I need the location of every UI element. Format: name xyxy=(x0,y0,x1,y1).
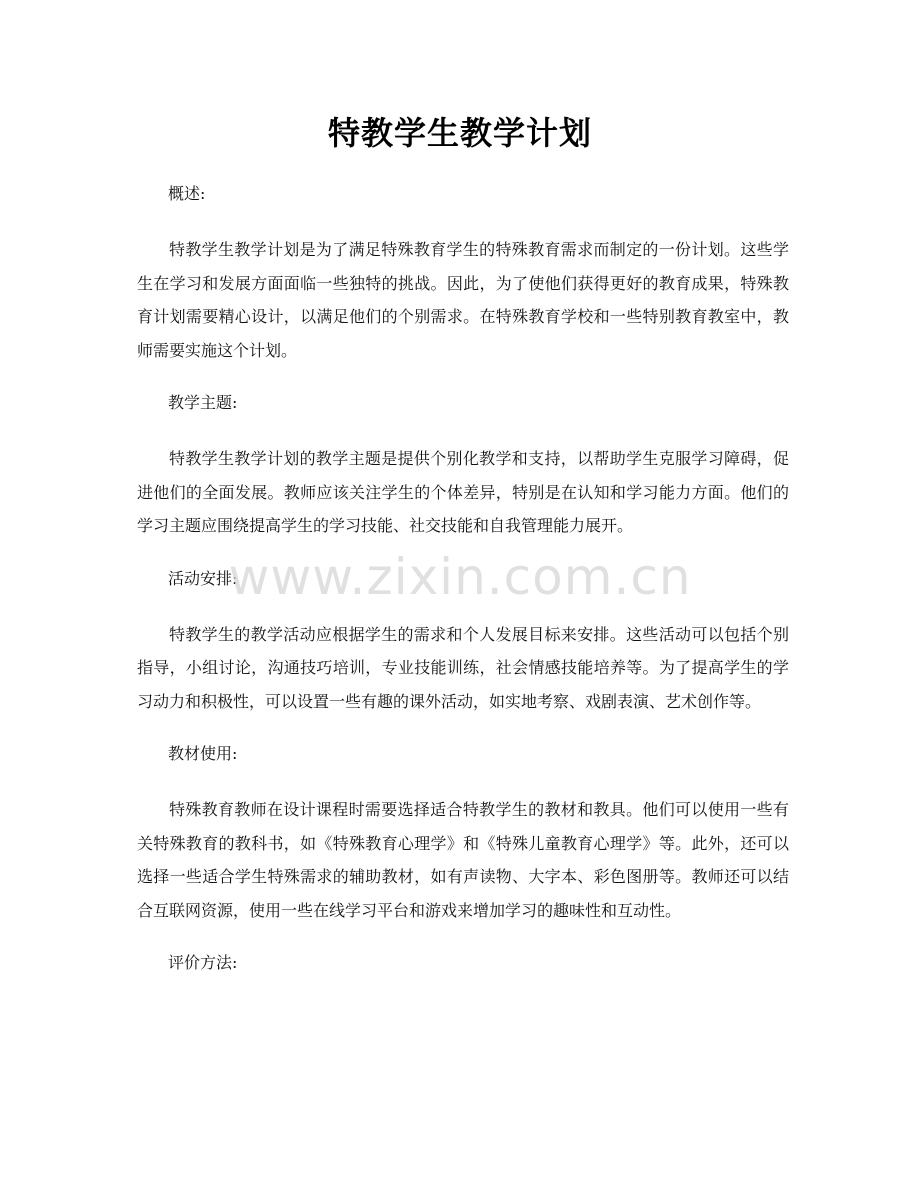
section-heading-evaluation: 评价方法: xyxy=(168,953,238,972)
document-body xyxy=(137,184,789,1002)
section-paragraph-teaching-theme: 特教学生教学计划的教学主题是提供个别化教学和支持，以帮助学生克服学习障碍，促进他们的全面发展。教师应该关注学生的个体差异，特别是在认知和学习能力方面。他们的学习主题应围绕提高学生的学习技能、社交技能和自我管理能力展开。 xyxy=(137,449,789,535)
section-heading-activities: 活动安排: xyxy=(168,568,238,588)
section-paragraph-materials: 特殊教育教师在设计课程时需要选择适合特教学生的教材和教具。他们可以使用一些有关特殊教育的教科书，如《特殊教育心理学》和《特殊儿童教育心理学》等。此外，还可以选择一些适合学生特殊需求的辅助教材，如有声读物、大字本、彩色图册等。教师还可以结合互联网资源，使用一些在线学习平台和游戏来增加学习的趣味性和互动性。 xyxy=(137,800,789,920)
section-heading-overview: 概述: xyxy=(168,184,206,203)
page-title: 特教学生教学计划 xyxy=(327,114,592,152)
section-heading-teaching-theme: 教学主题: xyxy=(168,393,238,412)
watermark-text: www.zixin.com.cn xyxy=(228,548,692,606)
section-paragraph-activities: 特教学生的教学活动应根据学生的需求和个人发展目标来安排。这些活动可以包括个别指导，小组讨论，沟通技巧培训，专业技能训练，社会情感技能培养等。为了提高学生的学习动力和积极性，可以设置一些有趣的课外活动，如实地考察、戏剧表演、艺术创作等。 xyxy=(137,624,789,711)
section-paragraph-overview: 特教学生教学计划是为了满足特殊教育学生的特殊教育需求而制定的一份计划。这些学生在学习和发展方面面临一些独特的挑战。因此，为了使他们获得更好的教育成果，特殊教育计划需要精心设计，以满足他们的个别需求。在特殊教育学校和一些特别教育教室中，教师需要实施这个计划。 xyxy=(137,240,789,360)
section-heading-materials: 教材使用: xyxy=(168,744,238,763)
